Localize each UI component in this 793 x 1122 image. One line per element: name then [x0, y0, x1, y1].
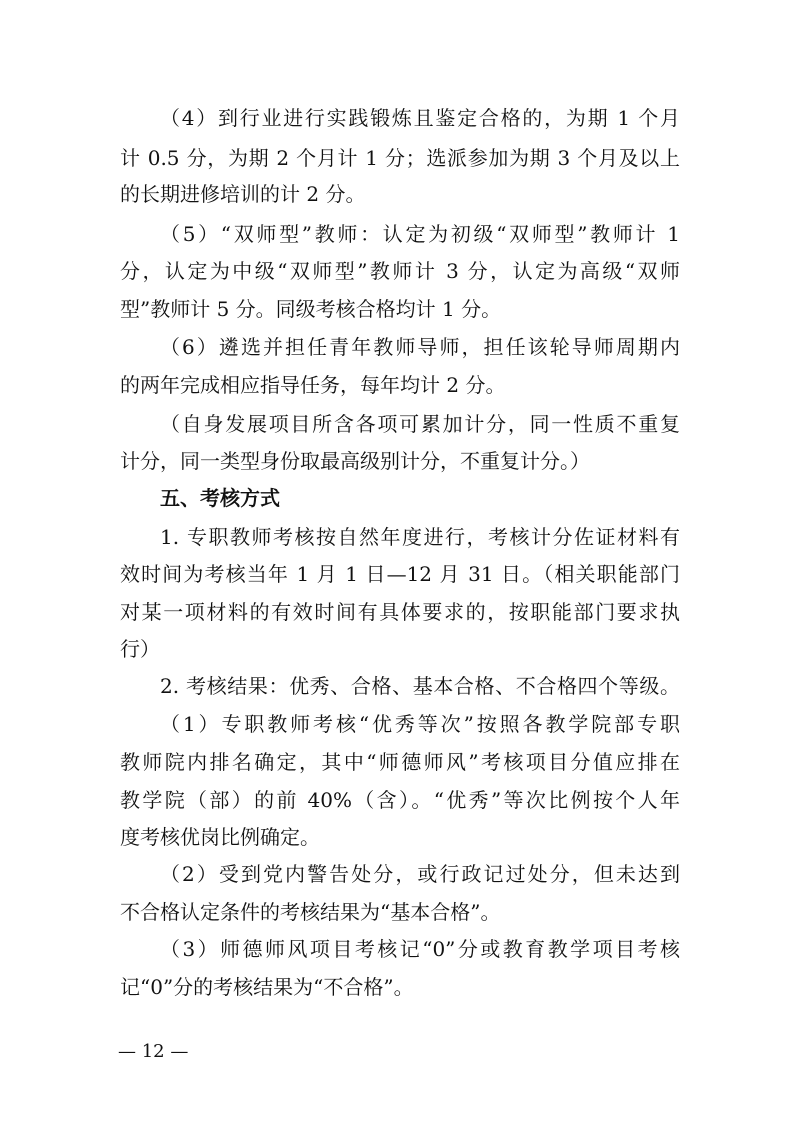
paragraph-line: 计 0.5 分，为期 2 个月计 1 分；选派参加为期 3 个月及以上 — [120, 146, 680, 170]
paragraph-line: （2）受到党内警告处分，或行政记过处分，但未达到 — [160, 862, 680, 886]
paragraph-line: 分，认定为中级“双师型”教师计 3 分，认定为高级“双师 — [120, 259, 680, 283]
section-heading: 五、考核方式 — [160, 486, 280, 510]
paragraph-line: （6）遴选并担任青年教师导师，担任该轮导师周期内 — [160, 335, 680, 359]
page-number: — 12 — — [118, 1041, 189, 1062]
paragraph-line: 记“0”分的考核结果为“不合格”。 — [120, 975, 414, 999]
paragraph-line: 教学院（部）的前 40%（含）。“优秀”等次比例按个人年 — [120, 788, 680, 812]
paragraph-line: 型”教师计 5 分。同级考核合格均计 1 分。 — [120, 297, 502, 321]
paragraph-line: 效时间为考核当年 1 月 1 日—12 月 31 日。（相关职能部门 — [120, 562, 680, 586]
paragraph-line: 2. 考核结果：优秀、合格、基本合格、不合格四个等级。 — [160, 674, 680, 698]
paragraph-line: 不合格认定条件的考核结果为“基本合格”。 — [120, 900, 501, 924]
paragraph-line: 的两年完成相应指导任务，每年均计 2 分。 — [120, 373, 506, 397]
paragraph-line: 计分，同一类型身份取最高级别计分，不重复计分。） — [120, 449, 590, 473]
paragraph-line: （自身发展项目所含各项可累加计分，同一性质不重复 — [160, 412, 680, 436]
paragraph-line: （4）到行业进行实践锻炼且鉴定合格的，为期 1 个月 — [160, 106, 680, 130]
paragraph-line: 1. 专职教师考核按自然年度进行，考核计分佐证材料有 — [160, 525, 680, 549]
paragraph-line: 对某一项材料的有效时间有具体要求的，按职能部门要求执 — [120, 600, 680, 624]
paragraph-line: 度考核优岗比例确定。 — [120, 825, 320, 849]
paragraph-line: 教师院内排名确定，其中“师德师风”考核项目分值应排在 — [120, 750, 680, 774]
paragraph-line: （1）专职教师考核“优秀等次”按照各教学院部专职 — [160, 712, 680, 736]
paragraph-line: （3）师德师风项目考核记“0”分或教育教学项目考核 — [160, 937, 680, 961]
paragraph-line: 的长期进修培训的计 2 分。 — [120, 182, 366, 206]
paragraph-line: 行） — [120, 637, 160, 661]
paragraph-line: （5）“双师型”教师：认定为初级“双师型”教师计 1 — [160, 222, 680, 246]
